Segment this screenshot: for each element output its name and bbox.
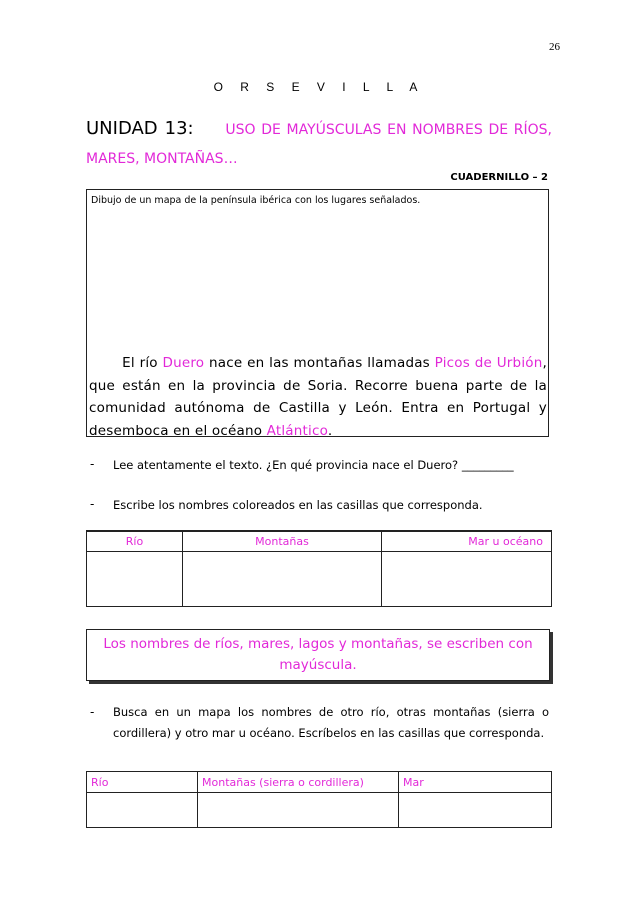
header-river: Río bbox=[87, 531, 183, 552]
school-name: O R S E V I L L A bbox=[213, 80, 425, 94]
ocean-name: Atlántico bbox=[266, 422, 328, 439]
passage-seg1: El río bbox=[122, 355, 163, 371]
cell-sea[interactable] bbox=[382, 552, 552, 607]
mountains-name: Picos de Urbión bbox=[434, 355, 543, 371]
cell-river[interactable] bbox=[87, 552, 183, 607]
cell2-river[interactable] bbox=[87, 793, 198, 828]
bullet-1: - bbox=[90, 457, 95, 471]
river-name: Duero bbox=[162, 355, 205, 371]
unit-title bbox=[86, 115, 552, 173]
header2-sea: Mar bbox=[399, 772, 552, 793]
passage-seg2: nace en las montañas llamadas bbox=[204, 355, 435, 371]
passage-seg4: . bbox=[327, 422, 333, 439]
map-caption: Dibujo de un mapa de la península ibérica con los lugares señalados. bbox=[91, 195, 421, 206]
question-2: Escribe los nombres coloreados en las casillas que corresponda. bbox=[113, 498, 483, 512]
header-sea: Mar u océano bbox=[382, 531, 552, 552]
header2-mountains: Montañas (sierra o cordillera) bbox=[198, 772, 399, 793]
cell-mountains[interactable] bbox=[183, 552, 382, 607]
search-table-header bbox=[87, 772, 552, 793]
bullet-3: - bbox=[90, 705, 95, 719]
search-table-row bbox=[87, 793, 552, 828]
question-3: Busca en un mapa los nombres de otro río, otras montañas (sierra o cordillera) y otro mar u océano. Escríbelos en las casillas que corresponda. bbox=[113, 705, 549, 740]
search-table bbox=[86, 771, 552, 828]
passage-seg3: , que están en la provincia de Soria. Recorre buena parte de la comunidad autónoma de Castilla y León. Entra en Portugal y desemboca en el océano bbox=[89, 355, 547, 439]
question-1: Lee atentamente el texto. ¿En qué provincia nace el Duero? _________ bbox=[113, 458, 514, 472]
names-table-row bbox=[87, 552, 552, 607]
cell2-sea[interactable] bbox=[399, 793, 552, 828]
cell2-mountains[interactable] bbox=[198, 793, 399, 828]
header2-river: Río bbox=[87, 772, 198, 793]
passage-text bbox=[89, 352, 547, 442]
booklet-label: CUADERNILLO – 2 bbox=[450, 172, 548, 183]
unit-subject: USO DE MAYÚSCULAS EN NOMBRES DE RÍOS, MARES, MONTAÑAS… bbox=[86, 122, 553, 167]
bullet-2: - bbox=[90, 497, 95, 511]
page-number: 26 bbox=[549, 41, 560, 53]
names-table-header bbox=[87, 531, 552, 552]
rule-box: Los nombres de ríos, mares, lagos y montañas, se escriben con mayúscula. bbox=[86, 629, 550, 681]
unit-label: UNIDAD 13: bbox=[86, 118, 194, 139]
header-mountains: Montañas bbox=[183, 531, 382, 552]
names-table bbox=[86, 530, 552, 607]
